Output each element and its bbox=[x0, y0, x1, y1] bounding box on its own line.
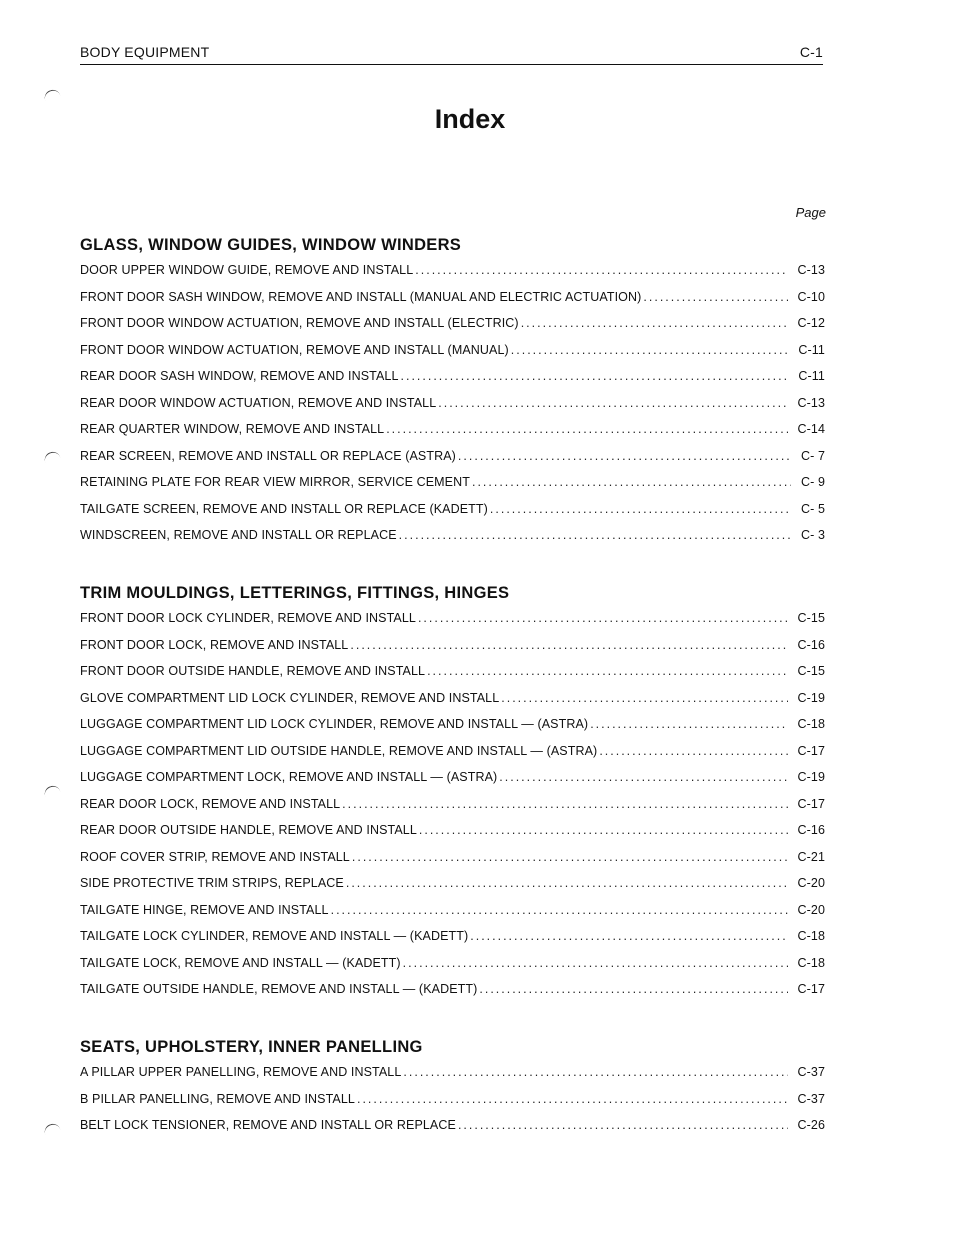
section-heading: TRIM MOULDINGS, LETTERINGS, FITTINGS, HINGES bbox=[80, 584, 510, 602]
entry-page-number: C-12 bbox=[797, 316, 825, 330]
dot-leader bbox=[458, 1118, 788, 1132]
entry-title: FRONT DOOR WINDOW ACTUATION, REMOVE AND INSTALL (MANUAL) bbox=[80, 342, 509, 357]
dot-leader bbox=[599, 744, 787, 758]
index-section-seats bbox=[80, 1038, 825, 1145]
dot-leader bbox=[501, 691, 787, 705]
entry-page-number: C-19 bbox=[797, 690, 825, 705]
index-entry bbox=[80, 449, 825, 476]
entry-title: TAILGATE SCREEN, REMOVE AND INSTALL OR REPLACE (KADETT) bbox=[80, 501, 488, 516]
index-entry bbox=[80, 1065, 825, 1092]
index-entry bbox=[80, 903, 825, 930]
page-title: Index bbox=[434, 104, 506, 134]
entry-page-number: C- 5 bbox=[800, 501, 825, 516]
entry-title: WINDSCREEN, REMOVE AND INSTALL OR REPLACE bbox=[80, 528, 397, 542]
dot-leader bbox=[472, 475, 791, 489]
entry-title: TAILGATE OUTSIDE HANDLE, REMOVE AND INSTALL — (KADETT) bbox=[80, 982, 478, 996]
dot-leader bbox=[438, 396, 787, 410]
index-entry bbox=[80, 797, 825, 824]
entry-page-number: C-13 bbox=[797, 263, 825, 277]
dot-leader bbox=[342, 797, 787, 811]
entry-title: TAILGATE LOCK CYLINDER, REMOVE AND INSTALL — (KADETT) bbox=[80, 929, 469, 943]
section-heading: SEATS, UPHOLSTERY, INNER PANELLING bbox=[80, 1038, 423, 1056]
index-entry bbox=[80, 369, 825, 396]
index-entry bbox=[80, 1092, 825, 1119]
index-entry bbox=[80, 316, 825, 343]
page-column-label: Page bbox=[795, 205, 826, 220]
entry-page-number: C-11 bbox=[798, 369, 825, 383]
entry-title: REAR SCREEN, REMOVE AND INSTALL OR REPLACE (ASTRA) bbox=[80, 448, 456, 463]
entry-page-number: C-21 bbox=[797, 849, 825, 864]
entry-title: REAR QUARTER WINDOW, REMOVE AND INSTALL bbox=[80, 422, 385, 436]
index-entry bbox=[80, 823, 825, 850]
entry-page-number: C-20 bbox=[797, 902, 825, 917]
margin-mark bbox=[43, 88, 62, 103]
entry-page-number: C-13 bbox=[797, 395, 825, 410]
entry-title: RETAINING PLATE FOR REAR VIEW MIRROR, SERVICE CEMENT bbox=[80, 475, 470, 489]
index-entry bbox=[80, 638, 825, 665]
dot-leader bbox=[331, 903, 788, 917]
index-entry bbox=[80, 263, 825, 290]
index-entry bbox=[80, 396, 825, 423]
dot-leader bbox=[352, 850, 788, 864]
index-entry bbox=[80, 850, 825, 877]
index-entry bbox=[80, 611, 825, 638]
entry-title: REAR DOOR WINDOW ACTUATION, REMOVE AND INSTALL bbox=[80, 395, 437, 410]
entry-page-number: C-16 bbox=[797, 823, 825, 837]
dot-leader bbox=[511, 343, 789, 357]
dot-leader bbox=[350, 638, 787, 652]
entry-title: GLOVE COMPARTMENT LID LOCK CYLINDER, REMOVE AND INSTALL bbox=[80, 690, 500, 705]
index-section-glass bbox=[80, 236, 825, 555]
dot-leader bbox=[415, 263, 787, 277]
dot-leader bbox=[470, 929, 787, 943]
entry-page-number: C-19 bbox=[797, 770, 825, 784]
entry-title: REAR DOOR LOCK, REMOVE AND INSTALL bbox=[80, 796, 341, 811]
dot-leader bbox=[643, 290, 787, 304]
entry-page-number: C-10 bbox=[797, 289, 825, 304]
entry-page-number: C-17 bbox=[797, 743, 825, 758]
dot-leader bbox=[403, 1065, 787, 1079]
entry-title: REAR DOOR SASH WINDOW, REMOVE AND INSTALL bbox=[80, 369, 399, 383]
entry-page-number: C-16 bbox=[797, 637, 825, 652]
entry-page-number: C-14 bbox=[797, 422, 825, 436]
index-entry bbox=[80, 343, 825, 370]
dot-leader bbox=[403, 956, 788, 970]
entry-page-number: C-37 bbox=[797, 1065, 825, 1079]
dot-leader bbox=[419, 823, 788, 837]
dot-leader bbox=[521, 316, 788, 330]
dot-leader bbox=[479, 982, 787, 996]
entry-title: LUGGAGE COMPARTMENT LID OUTSIDE HANDLE, REMOVE AND INSTALL — (ASTRA) bbox=[80, 743, 598, 758]
entry-page-number: C-17 bbox=[797, 796, 825, 811]
entry-page-number: C-11 bbox=[798, 342, 825, 357]
entry-title: FRONT DOOR LOCK, REMOVE AND INSTALL bbox=[80, 637, 349, 652]
entry-page-number: C-18 bbox=[797, 717, 825, 731]
entry-page-number: C-26 bbox=[797, 1118, 825, 1132]
header-section-name: BODY EQUIPMENT bbox=[80, 44, 210, 60]
entry-title: FRONT DOOR OUTSIDE HANDLE, REMOVE AND INSTALL bbox=[80, 664, 426, 678]
entry-title: SIDE PROTECTIVE TRIM STRIPS, REPLACE bbox=[80, 876, 344, 890]
entry-title: A PILLAR UPPER PANELLING, REMOVE AND INSTALL bbox=[80, 1065, 402, 1079]
index-entry bbox=[80, 982, 825, 1009]
entry-title: TAILGATE LOCK, REMOVE AND INSTALL — (KADETT) bbox=[80, 955, 401, 970]
entry-page-number: C-15 bbox=[797, 611, 825, 625]
entry-page-number: C- 9 bbox=[800, 475, 825, 489]
index-entry bbox=[80, 475, 825, 502]
dot-leader bbox=[357, 1092, 788, 1106]
entry-title: FRONT DOOR WINDOW ACTUATION, REMOVE AND INSTALL (ELECTRIC) bbox=[80, 316, 519, 330]
dot-leader bbox=[418, 611, 788, 625]
index-entry bbox=[80, 717, 825, 744]
margin-mark bbox=[43, 784, 62, 799]
entry-page-number: C-17 bbox=[797, 982, 825, 996]
index-entry bbox=[80, 691, 825, 718]
entry-title: ROOF COVER STRIP, REMOVE AND INSTALL bbox=[80, 849, 350, 864]
index-entry bbox=[80, 1118, 825, 1145]
entry-title: FRONT DOOR LOCK CYLINDER, REMOVE AND INSTALL bbox=[80, 611, 416, 625]
entry-title: REAR DOOR OUTSIDE HANDLE, REMOVE AND INSTALL bbox=[80, 823, 417, 837]
dot-leader bbox=[427, 664, 787, 678]
entry-title: TAILGATE HINGE, REMOVE AND INSTALL bbox=[80, 902, 329, 917]
entry-title: DOOR UPPER WINDOW GUIDE, REMOVE AND INSTALL bbox=[80, 263, 414, 277]
dot-leader bbox=[499, 770, 787, 784]
index-entry bbox=[80, 929, 825, 956]
page-header bbox=[80, 44, 823, 60]
dot-leader bbox=[401, 369, 789, 383]
index-entry bbox=[80, 422, 825, 449]
entry-page-number: C-15 bbox=[797, 664, 825, 678]
dot-leader bbox=[458, 449, 791, 463]
index-entry bbox=[80, 956, 825, 983]
entry-title: LUGGAGE COMPARTMENT LOCK, REMOVE AND INSTALL — (ASTRA) bbox=[80, 770, 498, 784]
index-entry bbox=[80, 290, 825, 317]
entry-title: B PILLAR PANELLING, REMOVE AND INSTALL bbox=[80, 1091, 355, 1106]
entry-page-number: C-18 bbox=[797, 955, 825, 970]
dot-leader bbox=[346, 876, 788, 890]
index-entry bbox=[80, 876, 825, 903]
entry-page-number: C-18 bbox=[797, 929, 825, 943]
entry-title: FRONT DOOR SASH WINDOW, REMOVE AND INSTALL (MANUAL AND ELECTRIC ACTUATION) bbox=[80, 289, 642, 304]
index-entry bbox=[80, 744, 825, 771]
section-heading: GLASS, WINDOW GUIDES, WINDOW WINDERS bbox=[80, 236, 462, 254]
entry-title: BELT LOCK TENSIONER, REMOVE AND INSTALL OR REPLACE bbox=[80, 1118, 456, 1132]
entry-page-number: C- 3 bbox=[800, 528, 825, 542]
dot-leader bbox=[490, 502, 791, 516]
index-entry bbox=[80, 664, 825, 691]
margin-mark bbox=[43, 1122, 62, 1137]
index-section-trim bbox=[80, 584, 825, 1009]
dot-leader bbox=[590, 717, 787, 731]
header-page-number: C-1 bbox=[799, 44, 823, 60]
entry-page-number: C- 7 bbox=[800, 448, 825, 463]
dot-leader bbox=[399, 528, 791, 542]
dot-leader bbox=[386, 422, 787, 436]
entry-page-number: C-37 bbox=[797, 1091, 825, 1106]
entry-page-number: C-20 bbox=[797, 876, 825, 890]
index-entry bbox=[80, 770, 825, 797]
index-entry bbox=[80, 528, 825, 555]
entry-title: LUGGAGE COMPARTMENT LID LOCK CYLINDER, REMOVE AND INSTALL — (ASTRA) bbox=[80, 717, 589, 731]
header-rule bbox=[80, 64, 823, 65]
margin-mark bbox=[43, 450, 62, 465]
index-entry bbox=[80, 502, 825, 529]
